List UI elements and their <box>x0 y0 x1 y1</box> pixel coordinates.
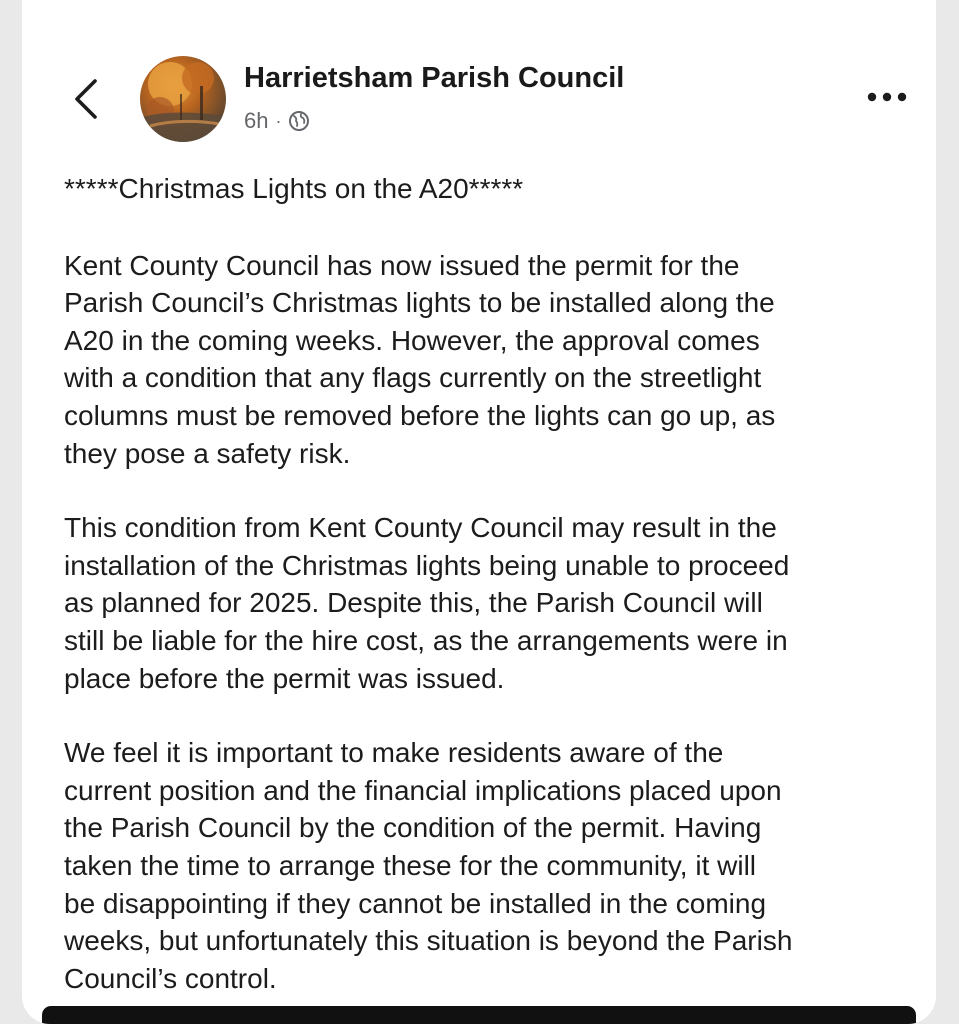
text-line: We feel it is important to make residents aware of the <box>64 737 724 769</box>
text-line: the Parish Council by the condition of the permit. Having <box>64 812 762 844</box>
text-line: weeks, but unfortunately this situation is beyond the Parish <box>64 925 793 957</box>
text-line: taken the time to arrange these for the community, it will <box>64 849 757 881</box>
autumn-photo-icon <box>140 56 226 142</box>
text-line: they pose a safety risk. <box>64 437 351 469</box>
avatar[interactable] <box>140 56 226 142</box>
text-line: Parish Council’s Christmas lights to be installed along the <box>64 287 775 319</box>
post-title: *****Christmas Lights on the A20***** <box>64 173 524 204</box>
text-line: be disappointing if they cannot be installed in the coming <box>64 887 767 919</box>
globe-icon <box>288 110 310 132</box>
post-paragraph-1 <box>64 247 924 473</box>
post-paragraph-2 <box>64 509 924 697</box>
text-line: A20 in the coming weeks. However, the approval comes <box>64 324 760 356</box>
text-line: as planned for 2025. Despite this, the Parish Council will <box>64 587 763 619</box>
post-meta <box>244 106 310 136</box>
more-options-button[interactable] <box>862 82 912 112</box>
post-body <box>64 170 924 1024</box>
chevron-left-icon <box>73 78 99 120</box>
text-line: installation of the Christmas lights being unable to proceed <box>64 549 790 581</box>
text-line: Council’s control. <box>64 962 277 994</box>
text-line: place before the permit was issued. <box>64 662 505 694</box>
text-line: still be liable for the hire cost, as the arrangements were in <box>64 624 788 656</box>
text-line: columns must be removed before the lights can go up, as <box>64 399 776 431</box>
post-header <box>22 0 936 160</box>
meta-separator: · <box>275 110 282 131</box>
page-name-link[interactable]: Harrietsham Parish Council <box>244 62 625 94</box>
bottom-bar <box>42 1006 916 1024</box>
post-time[interactable]: 6h <box>244 108 269 133</box>
back-button[interactable] <box>66 74 106 124</box>
text-line: Kent County Council has now issued the permit for the <box>64 249 740 281</box>
text-line: with a condition that any flags currently on the streetlight <box>64 362 762 394</box>
post-paragraph-3 <box>64 734 924 997</box>
post-card <box>22 0 936 1024</box>
text-line: This condition from Kent County Council may result in the <box>64 512 777 544</box>
more-horizontal-icon <box>867 92 907 102</box>
text-line: current position and the financial implications placed upon <box>64 774 782 806</box>
